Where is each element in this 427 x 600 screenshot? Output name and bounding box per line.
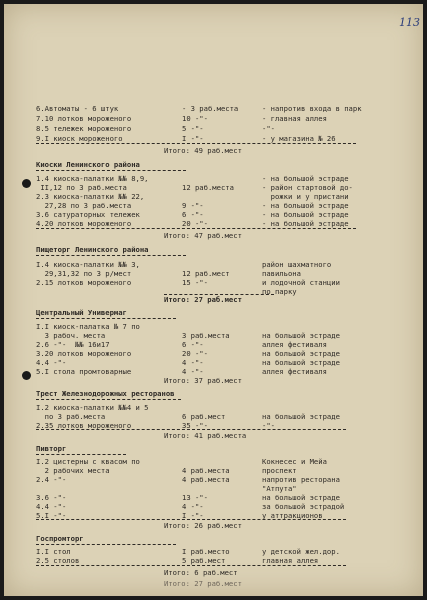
row-place: - у магазина № 26 [262,134,336,143]
row-place: по парку [262,287,297,296]
document-page [4,4,423,596]
row-item: 7.10 лотков мороженого [36,114,132,123]
row-place: на большой эстраде [262,412,340,421]
row-item: 2.3 киоска-палатки №№ 22, [36,192,145,201]
row-count: 4 -"- [182,358,204,367]
group-heading: Пищеторг Ленинского района [36,245,149,254]
binder-hole-icon [22,371,31,380]
underline-rule [36,565,346,566]
row-item: I.I стол [36,547,71,556]
row-item: II,12 по 3 раб.места [36,183,127,192]
row-item: 6.Автоматы - 6 штук [36,104,119,113]
row-place: на большой эстраде [262,331,340,340]
row-count: 20 -"- [182,349,208,358]
row-count: I -"- [182,511,204,520]
underline-rule [36,318,176,319]
row-item: 4.20 лотков мороженого [36,219,132,228]
row-place: "Атпута" [262,484,297,493]
row-place: -"- [262,124,275,133]
row-item: 3.20 лотков мороженого [36,349,132,358]
row-place: Кокнесес и Мейа [262,457,327,466]
row-item: 2.5 столов [36,556,80,565]
group-heading: Трест Железнодорожных ресторанов [36,389,175,398]
row-place: главная аллея [262,556,319,565]
underline-rule [36,454,126,455]
row-place: - на большой эстраде [262,201,349,210]
row-item: 4.4 -"- [36,502,67,511]
group-total: Итого: 49 раб.мест [164,146,242,155]
row-item: 5.I стола промтоварные [36,367,132,376]
binder-hole-icon [22,179,31,188]
group-total: Итого: 27 раб.мест [164,295,242,304]
row-item: I.2 цистерны с квасом по [36,457,140,466]
row-place: район шахматного [262,260,332,269]
group-total: Итого: 26 раб.мест [164,521,242,530]
row-place: за большой эстрадой [262,502,345,511]
row-place: аллея фестиваля [262,367,327,376]
row-count: 35 -"- [182,421,208,430]
underline-rule [36,170,186,171]
row-place: аллея фестиваля [262,340,327,349]
row-count: 10 -"- [182,114,208,123]
row-count: 5 раб.мест [182,556,226,565]
row-item: 2.15 лотков мороженого [36,278,132,287]
group-total: Итого: 37 раб.мест [164,376,242,385]
row-item: I.I киоск-палатка № 7 по [36,322,140,331]
row-item: 9.I киоск мороженого [36,134,123,143]
row-count: 12 раб.места [182,183,234,192]
row-place: павильона [262,269,301,278]
row-place: проспект [262,466,297,475]
bottom-total: Итого: 27 раб.мест [164,579,242,588]
row-item: I.2 киоска-палатки №№4 и 5 [36,403,149,412]
row-count: 13 -"- [182,493,208,502]
group-total: Итого: 41 раб.места [164,431,247,440]
row-item: 2.6 -"- №№ 16и17 [36,340,110,349]
row-place: - главная аллея [262,114,327,123]
group-heading: Киоски Ленинского района [36,160,140,169]
row-item: 2.4 -"- [36,475,67,484]
underline-rule [36,544,176,545]
row-place: на большой эстраде [262,358,340,367]
row-place: - напротив входа в парк [262,104,362,113]
underline-rule [36,228,356,229]
row-place: на большой эстраде [262,349,340,358]
group-heading: Госпромторг [36,534,84,543]
row-count: 4 -"- [182,367,204,376]
row-item: 3.6 -"- [36,493,67,502]
row-item: 2 рабочих места [36,466,110,475]
row-item: 3 рабоч. места [36,331,106,340]
underline-rule [36,429,346,430]
row-item: 27,28 по 3 раб.места [36,201,132,210]
row-place: у аттракционов [262,511,323,520]
underline-rule [36,399,181,400]
row-item: 4.4 -"- [36,358,67,367]
row-count: 4 -"- [182,502,204,511]
row-place: - на большой эстраде [262,174,349,183]
underline-rule [36,143,356,144]
row-place: -"- [262,421,275,430]
row-item: по 3 раб.места [36,412,106,421]
row-count: 12 раб.мест [182,269,230,278]
row-place: рожки и у пристани [262,192,349,201]
row-place: и лодочной станции [262,278,340,287]
row-count: - 3 раб.места [182,104,239,113]
row-place: у детской жел.дор. [262,547,340,556]
row-count: 5 -"- [182,124,204,133]
row-item: 1.4 киоска-палатки №№ 8,9, [36,174,149,183]
row-item: I.4 киоска-палатки №№ 3, [36,260,140,269]
row-count: 9 -"- [182,201,204,210]
row-place: - на большой эстраде [262,210,349,219]
row-place: на большой эстраде [262,493,340,502]
row-count: 6 -"- [182,210,204,219]
row-count: 6 -"- [182,340,204,349]
row-item: 5.I -"- [36,511,67,520]
row-count: 3 раб.места [182,331,230,340]
row-count: 20 -"- [182,219,208,228]
row-count: 4 раб.места [182,475,230,484]
row-place: - на большой эстраде [262,219,349,228]
row-place: - район стартовой до- [262,183,353,192]
page-number: 113 [399,16,420,29]
row-item: 8.5 тележек мороженого [36,124,132,133]
row-count: I раб.место [182,547,230,556]
row-place: напротив ресторана [262,475,340,484]
row-count: 15 -"- [182,278,208,287]
row-count: I -"- [182,134,204,143]
row-count: 6 раб.мест [182,412,226,421]
row-item: 2.35 лотков мороженого [36,421,132,430]
group-heading: Пивторг [36,444,67,453]
group-heading: Центральный Универмаг [36,308,127,317]
group-total: Итого: 6 раб.мест [164,568,238,577]
underline-rule [36,255,186,256]
row-count: 4 раб.места [182,466,230,475]
row-item: 3.6 сатураторных тележек [36,210,140,219]
group-total: Итого: 47 раб.мест [164,231,242,240]
row-item: 29,31,32 по 3 р/мест [36,269,132,278]
underline-rule [36,519,346,520]
